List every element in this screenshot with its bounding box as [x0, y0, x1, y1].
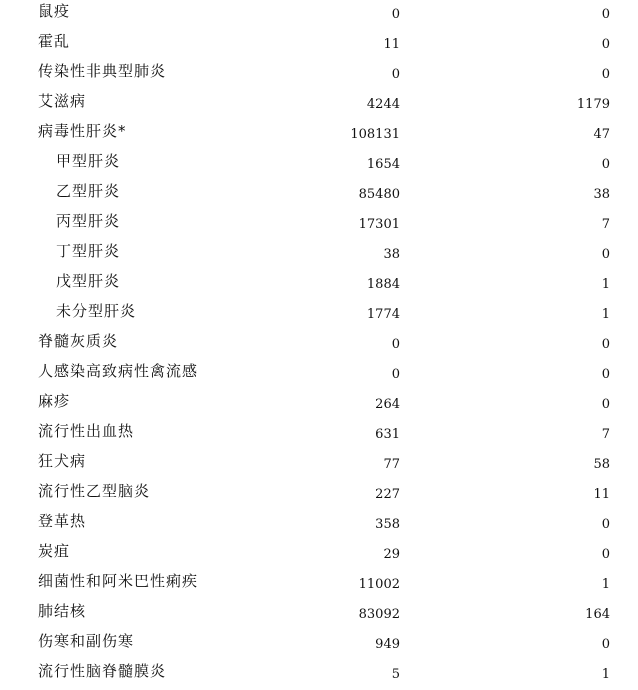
- case-count: 85480: [358, 187, 400, 202]
- death-count: 11: [593, 487, 610, 502]
- table-row: [0, 210, 638, 240]
- disease-name: 霍乱: [38, 32, 71, 50]
- case-count: 1774: [366, 307, 400, 322]
- disease-name: 炭疽: [38, 542, 71, 560]
- death-count: 1179: [576, 97, 610, 112]
- death-count: 0: [601, 7, 610, 22]
- case-count: 4244: [366, 97, 400, 112]
- death-count: 47: [593, 127, 610, 142]
- table-row: [0, 300, 638, 330]
- case-count: 0: [391, 67, 400, 82]
- case-count: 77: [383, 457, 400, 472]
- table-row: [0, 90, 638, 120]
- table-row: [0, 270, 638, 300]
- disease-name: 流行性脑脊髓膜炎: [38, 662, 167, 680]
- death-count: 0: [601, 547, 610, 562]
- case-count: 631: [375, 427, 400, 442]
- disease-name: 艾滋病: [38, 92, 87, 110]
- table-row: [0, 450, 638, 480]
- case-count: 83092: [358, 607, 400, 622]
- case-count: 1884: [366, 277, 400, 292]
- table-row: [0, 390, 638, 420]
- table-row: [0, 660, 638, 690]
- case-count: 0: [391, 7, 400, 22]
- death-count: 7: [601, 217, 610, 232]
- death-count: 0: [601, 157, 610, 172]
- death-count: 0: [601, 517, 610, 532]
- disease-name: 乙型肝炎: [56, 182, 121, 200]
- case-count: 358: [375, 517, 400, 532]
- death-count: 1: [601, 307, 610, 322]
- case-count: 227: [375, 487, 400, 502]
- table-row: [0, 240, 638, 270]
- disease-name: 伤寒和副伤寒: [38, 632, 135, 650]
- table-row: [0, 0, 638, 30]
- case-count: 949: [375, 637, 400, 652]
- case-count: 17301: [358, 217, 400, 232]
- case-count: 11002: [358, 577, 400, 592]
- death-count: 0: [601, 367, 610, 382]
- case-count: 29: [383, 547, 400, 562]
- disease-name: 鼠疫: [38, 2, 71, 20]
- case-count: 38: [383, 247, 400, 262]
- table-row: [0, 420, 638, 450]
- death-count: 164: [585, 607, 610, 622]
- death-count: 0: [601, 67, 610, 82]
- disease-name: 未分型肝炎: [56, 302, 137, 320]
- table-row: [0, 540, 638, 570]
- case-count: 11: [383, 37, 400, 52]
- death-count: 1: [601, 277, 610, 292]
- disease-name: 登革热: [38, 512, 87, 530]
- table-row: [0, 360, 638, 390]
- disease-name: 甲型肝炎: [56, 152, 121, 170]
- case-count: 108131: [350, 127, 400, 142]
- death-count: 0: [601, 397, 610, 412]
- case-count: 1654: [366, 157, 400, 172]
- disease-name: 细菌性和阿米巴性痢疾: [38, 572, 199, 590]
- death-count: 38: [593, 187, 610, 202]
- disease-name: 人感染高致病性禽流感: [38, 362, 199, 380]
- table-row: [0, 480, 638, 510]
- table-row: [0, 570, 638, 600]
- disease-name: 传染性非典型肺炎: [38, 62, 167, 80]
- disease-name: 狂犬病: [38, 452, 87, 470]
- disease-name: 戊型肝炎: [56, 272, 121, 290]
- table-row: [0, 60, 638, 90]
- table-row: [0, 120, 638, 150]
- disease-name: 流行性出血热: [38, 422, 135, 440]
- disease-name: 病毒性肝炎*: [38, 122, 127, 140]
- disease-name: 脊髓灰质炎: [38, 332, 119, 350]
- disease-name: 流行性乙型脑炎: [38, 482, 151, 500]
- death-count: 1: [601, 577, 610, 592]
- case-count: 5: [391, 667, 400, 682]
- death-count: 58: [593, 457, 610, 472]
- case-count: 0: [391, 337, 400, 352]
- table-row: [0, 180, 638, 210]
- table-row: [0, 330, 638, 360]
- table-row: [0, 510, 638, 540]
- table-row: [0, 600, 638, 630]
- death-count: 0: [601, 637, 610, 652]
- case-count: 0: [391, 367, 400, 382]
- disease-name: 肺结核: [38, 602, 87, 620]
- death-count: 0: [601, 247, 610, 262]
- disease-name: 丁型肝炎: [56, 242, 121, 260]
- table-row: [0, 630, 638, 660]
- disease-name: 丙型肝炎: [56, 212, 121, 230]
- death-count: 7: [601, 427, 610, 442]
- death-count: 1: [601, 667, 610, 682]
- table-row: [0, 30, 638, 60]
- table-row: [0, 150, 638, 180]
- disease-name: 麻疹: [38, 392, 71, 410]
- death-count: 0: [601, 337, 610, 352]
- case-count: 264: [375, 397, 400, 412]
- death-count: 0: [601, 37, 610, 52]
